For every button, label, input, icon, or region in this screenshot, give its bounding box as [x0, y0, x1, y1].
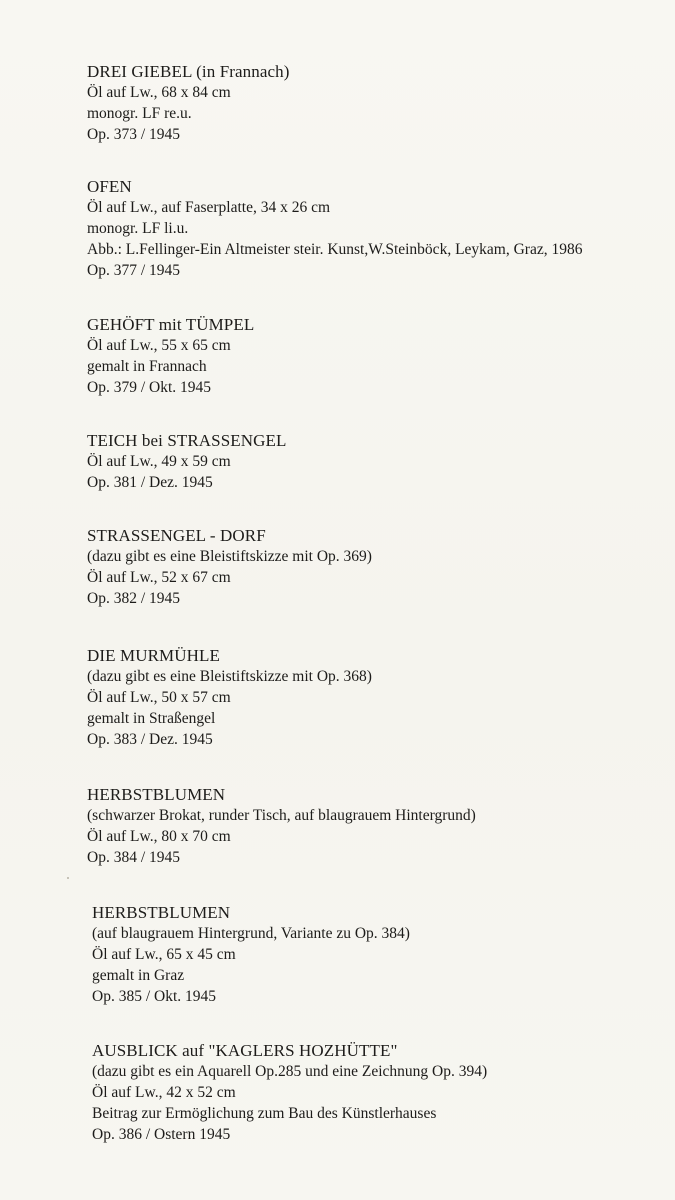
artwork-title: OFEN	[87, 177, 132, 196]
artwork-note: (dazu gibt es eine Bleistiftskizze mit Op. 369)	[87, 548, 372, 565]
artwork-title: TEICH bei STRASSENGEL	[87, 431, 287, 450]
catalog-entry	[87, 784, 673, 868]
artwork-medium: Öl auf Lw., auf Faserplatte, 34 x 26 cm	[87, 199, 331, 216]
artwork-medium: Öl auf Lw., 49 x 59 cm	[87, 453, 231, 470]
artwork-reference: Abb.: L.Fellinger-Ein Altmeister steir. Kunst,W.Steinböck, Leykam, Graz, 1986	[87, 241, 583, 258]
catalog-entry	[87, 902, 673, 1007]
artwork-title: STRASSENGEL - DORF	[87, 526, 266, 545]
artwork-title: DIE MURMÜHLE	[87, 646, 220, 665]
artwork-title: HERBSTBLUMEN	[87, 785, 226, 804]
artwork-signature: monogr. LF re.u.	[87, 105, 192, 122]
catalog-entry	[87, 314, 673, 398]
catalog-entry	[87, 61, 673, 145]
artwork-location: gemalt in Straßengel	[87, 710, 216, 727]
artwork-opus: Op. 383 / Dez. 1945	[87, 731, 213, 748]
artwork-title: GEHÖFT mit TÜMPEL	[87, 315, 255, 334]
artwork-opus: Op. 385 / Okt. 1945	[92, 988, 216, 1005]
artwork-opus: Op. 377 / 1945	[87, 262, 180, 279]
artwork-medium: Öl auf Lw., 42 x 52 cm	[92, 1084, 236, 1101]
catalog-entry	[87, 645, 673, 750]
artwork-opus: Op. 373 / 1945	[87, 126, 180, 143]
artwork-location: gemalt in Graz	[92, 967, 185, 984]
artwork-note: (auf blaugrauem Hintergrund, Variante zu Op. 384)	[92, 925, 410, 942]
paper-speck	[67, 877, 69, 879]
catalog-entry	[87, 525, 673, 609]
artwork-medium: Öl auf Lw., 50 x 57 cm	[87, 689, 231, 706]
artwork-opus: Op. 384 / 1945	[87, 849, 180, 866]
artwork-purpose: Beitrag zur Ermöglichung zum Bau des Künstlerhauses	[92, 1105, 437, 1122]
artwork-signature: monogr. LF li.u.	[87, 220, 189, 237]
artwork-note: (dazu gibt es eine Bleistiftskizze mit Op. 368)	[87, 668, 372, 685]
artwork-medium: Öl auf Lw., 68 x 84 cm	[87, 84, 231, 101]
artwork-medium: Öl auf Lw., 52 x 67 cm	[87, 569, 231, 586]
catalog-entry	[87, 430, 673, 493]
artwork-opus: Op. 382 / 1945	[87, 590, 180, 607]
artwork-title: HERBSTBLUMEN	[92, 903, 231, 922]
artwork-title: AUSBLICK auf "KAGLERS HOZHÜTTE"	[92, 1041, 398, 1060]
artwork-location: gemalt in Frannach	[87, 358, 207, 375]
artwork-medium: Öl auf Lw., 80 x 70 cm	[87, 828, 231, 845]
artwork-note: (schwarzer Brokat, runder Tisch, auf blaugrauem Hintergrund)	[87, 807, 476, 824]
artwork-opus: Op. 386 / Ostern 1945	[92, 1126, 231, 1143]
catalog-entry	[87, 1040, 673, 1145]
artwork-medium: Öl auf Lw., 65 x 45 cm	[92, 946, 236, 963]
artwork-note: (dazu gibt es ein Aquarell Op.285 und eine Zeichnung Op. 394)	[92, 1063, 488, 1080]
artwork-opus: Op. 381 / Dez. 1945	[87, 474, 213, 491]
artwork-title: DREI GIEBEL (in Frannach)	[87, 62, 290, 81]
artwork-medium: Öl auf Lw., 55 x 65 cm	[87, 337, 231, 354]
artwork-opus: Op. 379 / Okt. 1945	[87, 379, 211, 396]
catalog-entry	[87, 176, 673, 281]
